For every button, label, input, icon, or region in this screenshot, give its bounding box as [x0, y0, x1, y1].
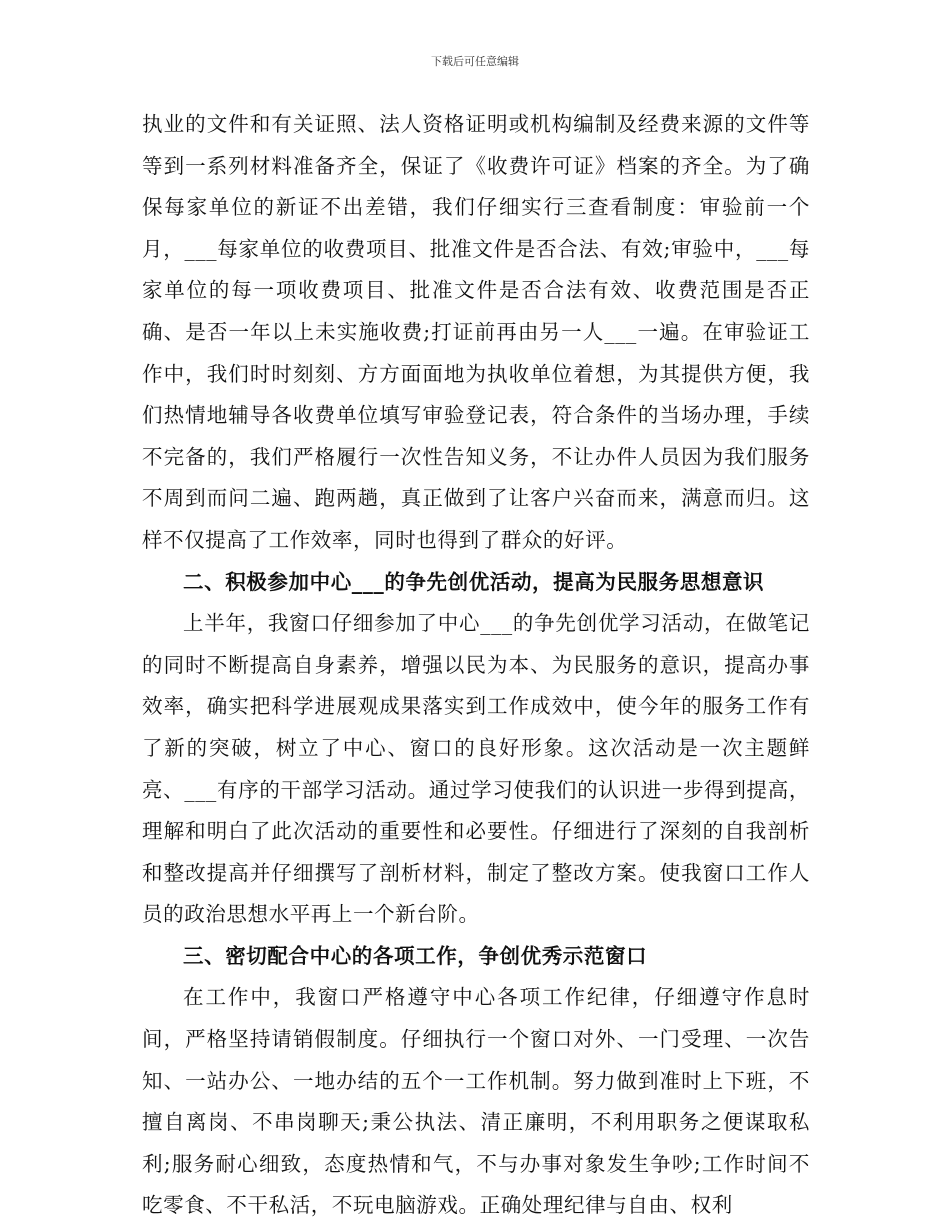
- section-heading-three: 三、密切配合中心的各项工作，争创优秀示范窗口: [183, 943, 648, 968]
- paragraph-section-two: 上半年，我窗口仔细参加了中心___的争先创优学习活动，在做笔记的同时不断提高自身素养，增强以民为本、为民服务的意识，提高办事效率，确实把科学进展观成果落实到工作成效中，使今年的服务工作有了新的突破，树立了中心、窗口的良好形象。这次活动是一次主题鲜亮、___有序的干部学习活动。通过学习使我们的认识进一步得到提高，理解和明白了此次活动的重要性和必要性。仔细进行了深刻的自我剖析和整改提高并仔细撰写了剖析材料，制定了整改方案。使我窗口工作人员的政治思想水平再上一个新台阶。: [142, 611, 810, 927]
- paragraph-section-three: 在工作中，我窗口严格遵守中心各项工作纪律，仔细遵守作息时间，严格坚持请销假制度。仔细执行一个窗口对外、一门受理、一次告知、一站办公、一地办结的五个一工作机制。努力做到准时上下班，不擅自离岗、不串岗聊天;秉公执法、清正廉明，不利用职务之便谋取私利;服务耐心细致，态度热情和气，不与办事对象发生争吵;工作时间不吃零食、不干私活，不玩电脑游戏。正确处理纪律与自由、权利: [142, 985, 810, 1218]
- page-header-note: 下载后可任意编辑: [431, 55, 519, 68]
- paragraph-continued: 执业的文件和有关证照、法人资格证明或机构编制及经费来源的文件等等到一系列材料准备齐全，保证了《收费许可证》档案的齐全。为了确保每家单位的新证不出差错，我们仔细实行三查看制度：审验前一个月，___每家单位的收费项目、批准文件是否合法、有效;审验中，___每家单位的每一项收费项目、批准文件是否合法有效、收费范围是否正确、是否一年以上未实施收费;打证前再由另一人___一遍。在审验证工作中，我们时时刻刻、方方面面地为执收单位着想，为其提供方便，我们热情地辅导各收费单位填写审验登记表，符合条件的当场办理，手续不完备的，我们严格履行一次性告知义务，不让办件人员因为我们服务不周到而问二遍、跑两趟，真正做到了让客户兴奋而来，满意而归。这样不仅提高了工作效率，同时也得到了群众的好评。: [142, 112, 810, 552]
- document-body: [142, 104, 810, 1227]
- section-heading-two: 二、积极参加中心___的争先创优活动，提高为民服务思想意识: [183, 569, 765, 594]
